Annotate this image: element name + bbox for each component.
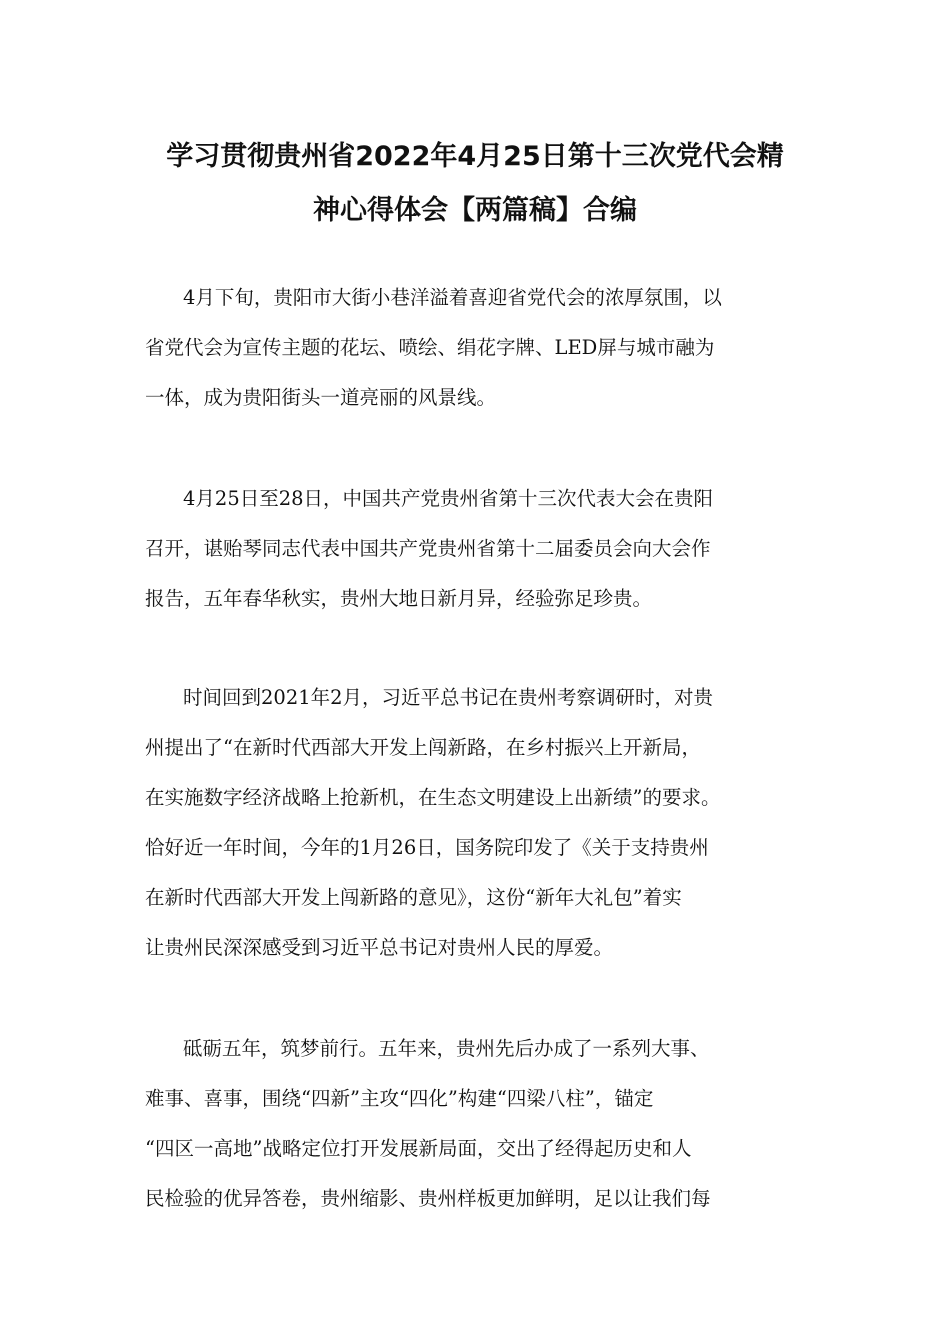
paragraph-line: 让贵州民深深感受到习近平总书记对贵州人民的厚爱。 — [145, 936, 614, 959]
paragraph-1 — [145, 273, 825, 423]
paragraph-line: 时间回到2021年2月，习近平总书记在贵州考察调研时，对贵 — [183, 686, 714, 709]
paragraph-line: 一体，成为贵阳街头一道亮丽的风景线。 — [145, 386, 497, 409]
paragraph-line: 4月下旬，贵阳市大街小巷洋溢着喜迎省党代会的浓厚氛围，以 — [183, 286, 722, 309]
paragraph-line: 报告，五年春华秋实，贵州大地日新月异，经验弥足珍贵。 — [145, 587, 653, 610]
paragraph-line: 州提出了“在新时代西部大开发上闯新路，在乡村振兴上开新局， — [145, 736, 701, 759]
paragraph-2 — [145, 474, 825, 624]
paragraph-line: “四区一高地”战略定位打开发展新局面，交出了经得起历史和人 — [145, 1137, 692, 1160]
title-line: 神心得体会【两篇稿】合编 — [313, 195, 637, 226]
paragraph-line: 召开，谌贻琴同志代表中国共产党贵州省第十二届委员会向大会作 — [145, 537, 711, 560]
paragraph-line: 恰好近一年时间，今年的1月26日，国务院印发了《关于支持贵州 — [145, 836, 709, 859]
paragraph-line: 在实施数字经济战略上抢新机，在生态文明建设上出新绩”的要求。 — [145, 786, 721, 809]
paragraph-line: 民检验的优异答卷，贵州缩影、贵州样板更加鲜明，足以让我们每 — [145, 1187, 711, 1210]
paragraph-line: 在新时代西部大开发上闯新路的意见》，这份“新年大礼包”着实 — [145, 886, 682, 909]
paragraph-line: 4月25日至28日，中国共产党贵州省第十三次代表大会在贵阳 — [183, 487, 714, 510]
paragraph-line: 砥砺五年，筑梦前行。五年来，贵州先后办成了一系列大事、 — [183, 1037, 710, 1060]
paragraph-4 — [145, 1024, 825, 1224]
paragraph-line: 省党代会为宣传主题的花坛、喷绘、绢花字牌、LED屏与城市融为 — [145, 336, 715, 359]
document-title — [140, 130, 810, 238]
title-line: 学习贯彻贵州省2022年4月25日第十三次党代会精 — [166, 141, 784, 172]
paragraph-3 — [145, 673, 825, 973]
paragraph-line: 难事、喜事，围绕“四新”主攻“四化”构建“四梁八柱”，锚定 — [145, 1087, 654, 1110]
